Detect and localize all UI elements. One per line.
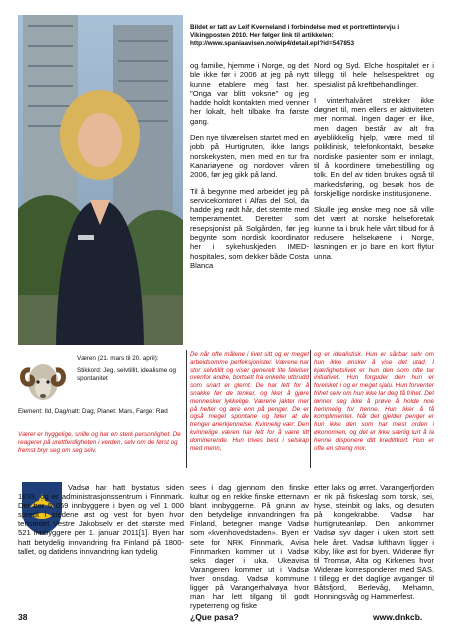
horoscope-column-2 bbox=[314, 351, 434, 452]
aries-keywords: Stikkord: Jeg, selvtillit, idealisme og spontanitet bbox=[77, 366, 177, 382]
vadso-text: Vadsø har hatt bystatus siden 1833, og er administrasjonssentrum i Finnmark. Det bor 5 059 innbyggere i byen og vel 1 000 spredt i stedene øst og vest for byen hvor tettstedet Vestre Jakobselv er det største med 521 innbyggere per 1. januar 2011[1]. Byen har hatt betydelig innvandring fra Finland på 1800-tallet, og datidens innvandring kan tydelig bbox=[18, 483, 184, 556]
vadso-text: sees i dag gjennom den finske kultur og en rekke finske etternavn blant innbyggerne. På grunn av den betydelige innvandringen fra Finland, betegner mange Vadsø som «kvenhovedstaden». Byen er sete for NRK Finnmark, Avisa Finnmarken kommer ut i Vadsø seks dager i uka. Ukeavisa Varangeren kommer ut i Vadsø hver onsdag. Vadsø kommune ligger på Varangerhalvøya hvor man har lett tilgang til godt rypeterreng og fiske bbox=[190, 483, 309, 611]
vadso-column-3 bbox=[314, 483, 434, 601]
vadso-column-2 bbox=[190, 483, 309, 610]
article-paragraph: Nord og Syd. Elche hospitalet er i tillegg til hele helsespektret og spesialist på kreftbehandlinger. bbox=[314, 61, 434, 89]
article-paragraph: Skulle jeg ønske meg noe så ville det vært at norske helseforetak kunne ta i bruk hele vårt tilbud for å redusere helsekøene i Norge, løsningen er jo bare en kort flytur unna. bbox=[314, 205, 434, 261]
aries-dates: Væren (21. mars til 20. april): bbox=[77, 355, 159, 362]
aries-element: Element: Ild, Dag/natt: Dag, Planet: Mars, Farge: Rød bbox=[18, 408, 168, 415]
horoscope-column-1 bbox=[190, 351, 309, 452]
photo-caption: Bildet er tatt av Leif Kverneland i forbindelse med et portrettintervju i Vikingposten 2010. Her følger link til artikkelen: http://www.spaniaavisen.no/wip4/detail.epl?id=547853 bbox=[190, 24, 400, 48]
page-number: 38 bbox=[18, 612, 28, 622]
magazine-name: ¿Que pasa? bbox=[190, 612, 239, 622]
portrait-photo bbox=[18, 15, 183, 345]
column-divider bbox=[186, 350, 187, 468]
ram-icon bbox=[18, 352, 68, 404]
article-paragraph: og familie, hjemme i Norge, og det ble ikke før i 2006 at jeg på nytt kunne etablere meg fast her. "Onga var blitt voksne" og jeg hadde holdt kontakten med venner her lokalt, helt tilbake fra første gang. bbox=[190, 61, 309, 126]
column-divider bbox=[310, 350, 311, 468]
website-link[interactable]: www.dnkcb. bbox=[373, 612, 423, 622]
portrait-illustration bbox=[18, 15, 183, 345]
aries-info bbox=[77, 355, 181, 382]
vadso-text: etter laks og ørret. Varangerfjorden er rik på fiskeslag som torsk, sei, hyse, steinbit og laks, og desuten på kongekrabbe. Vadsø har hurtigruteanløp. Den ankommer Vadsø syv dager i uken stort sett hele året. Vadsø lufthavn ligger i Kiby, like øst for byen. Widerøe flyr til Tromsø, Alta og Kirkenes hvor Widerøe korresponderer med SAS. I tillegg er det daglige avganger til Båtsfjord, Berlevåg, Mehamn, Honningsvåg og Hammerfest. bbox=[314, 483, 434, 602]
article-column-1 bbox=[190, 61, 309, 270]
article-column-2 bbox=[314, 61, 434, 261]
article-paragraph: I vinterhalvåret strekker ikke døgnet til, men ellers er aktiviteten mer normal. Ingen dager er like, men dagen består av alt fra øyeblikkelig hjelp, være med til poliklinisk, telefonkontakt, besøke nordiske pasienter som er innlagt, til å koordinere timebestilling og tolk. En del av tiden brukes også til markedsføring, og besøk hos de forskjellige nordiske institusjonene. bbox=[314, 95, 434, 198]
horoscope-text: og er idealistisk. Hun er sårbar selv om hun ikke ønsker å vise det utad. I kjærlighetslivet er hun den som ofte tar initiativet. Hun forguder den hun er forelsket i og er meget sjalu. Hun forventer frihet selv om hun ikke lar deg få frihet. Det lønner seg ikke å prøve å holde noe hemmelig for henne. Hun liker å få komplimenter. Når det gjelder penger er hun ikke den som har mest orden i økonomien, og det er ikke særlig lurt å la henne disponere ditt kredittkort. Hun er ofte en streng mor. bbox=[314, 351, 434, 452]
vadso-column-1 bbox=[18, 483, 184, 556]
article-paragraph: Den nye tilværelsen startet med en jobb på Hurtigruten, ikke langs norskekysten, men med en tur fra Kanariøyene og nordover våren 2006, før jeg gikk på land. bbox=[190, 133, 309, 180]
horoscope-text: De når ofte målene i livet sitt og er meget arbeidsomme perfeksjonister. Værene har stor selvtillit og viser generelt lite følelser ovenfor andre, bortsett fra enkelte utbrudd som snart er glemt. De har lett for å snakke før de tenker, og liker å gjøre mennesker lykkelige. Værene jakter mer på helter og ære enn på penger. De er også meget spontane og føler at de trenger anerkjennelse. Kvinnelig vær: Den kvinnelige væren har lett for å være litt dominerende. Hun trives best i selskap med menn, bbox=[190, 351, 309, 452]
aries-traits: Værer er hyggelige, snille og har en sterk personlighet. De reagerer på urettferdigheten i verden, selv om de først og fremst bryr seg om seg selv. bbox=[18, 431, 181, 454]
page-footer bbox=[18, 612, 434, 626]
article-paragraph: Til å begynne med arbeidet jeg på servicekontoret i Alfas del Sol, da hadde jeg rødt hår, det stemte med temperamentet. Deretter som resepsjonist på Solgården, før jeg begynte som nordisk koordinator her i sykehuskjeden IMED-hospitales, som dekker både Costa Blanca bbox=[190, 186, 309, 270]
